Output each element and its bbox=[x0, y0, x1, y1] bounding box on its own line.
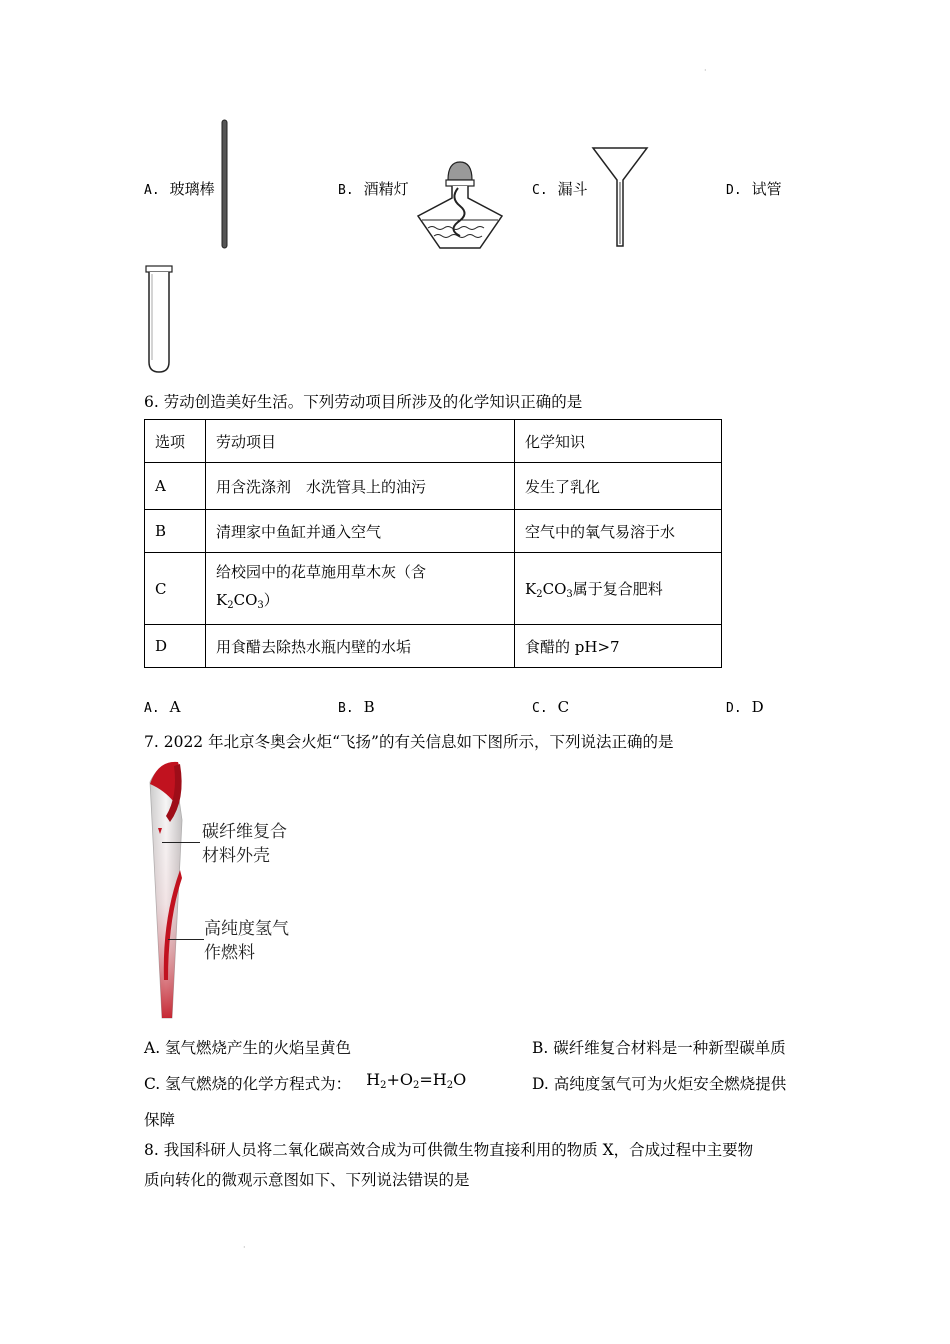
header-labor-item: 劳动项目 bbox=[206, 420, 515, 463]
q6-option-a[interactable]: A. A bbox=[144, 698, 181, 716]
q5-option-d[interactable]: D. 试管 bbox=[726, 180, 782, 198]
q7-option-d[interactable]: D. 高纯度氢气可为火炬安全燃烧提供 bbox=[532, 1075, 787, 1093]
glass-rod-icon bbox=[219, 118, 231, 250]
test-tube-icon bbox=[144, 264, 174, 376]
hydrogen-combustion-equation: $H_2+O_2=H_2O$ bbox=[366, 1070, 467, 1091]
table-row: A 用含洗涤剂 水洗管具上的油污 发生了乳化 bbox=[145, 463, 722, 510]
question-7-stem: 7. 2022 年北京冬奥会火炬“飞扬”的有关信息如下图所示，下列说法正确的是 bbox=[144, 733, 674, 751]
q6-option-d[interactable]: D. D bbox=[726, 698, 764, 716]
header-chem-knowledge: 化学知识 bbox=[515, 420, 722, 463]
question-8-stem-line2: 质向转化的微观示意图如下、下列说法错误的是 bbox=[144, 1171, 470, 1189]
funnel-icon bbox=[590, 144, 650, 250]
header-option: 选项 bbox=[145, 420, 206, 463]
question-6-stem: 6. 劳动创造美好生活。下列劳动项目所涉及的化学知识正确的是 bbox=[144, 393, 583, 411]
stray-dot: · bbox=[243, 1243, 246, 1252]
torch-image bbox=[140, 760, 200, 1022]
q7-option-a[interactable]: A. 氢气燃烧产生的火焰呈黄色 bbox=[144, 1039, 352, 1057]
q6-option-b[interactable]: B. B bbox=[338, 698, 375, 716]
torch-label-shell: 碳纤维复合 材料外壳 bbox=[202, 822, 287, 865]
q7-option-d-continued: 保障 bbox=[144, 1111, 176, 1129]
table-row: B 清理家中鱼缸并通入空气 空气中的氧气易溶于水 bbox=[145, 510, 722, 553]
torch-pointer-line bbox=[168, 939, 204, 940]
question-8-stem-line1: 8. 我国科研人员将二氧化碳高效合成为可供微生物直接利用的物质 X，合成过程中主要物 bbox=[144, 1141, 754, 1159]
table-row: D 用食醋去除热水瓶内壁的水垢 食醋的 pH>7 bbox=[145, 625, 722, 668]
table-header-row bbox=[145, 420, 722, 463]
q6-option-c[interactable]: C. C bbox=[532, 698, 570, 716]
stray-dot: · bbox=[704, 66, 707, 75]
torch-pointer-line bbox=[162, 842, 200, 843]
table-row: C 给校园中的花草施用草木灰（含 $K_2CO_3$） $K_2CO_3$属于复合肥料 bbox=[145, 553, 722, 625]
q5-option-c[interactable]: C. 漏斗 bbox=[532, 180, 588, 198]
question-6-table bbox=[144, 419, 722, 668]
torch-label-fuel: 高纯度氢气 作燃料 bbox=[204, 919, 289, 962]
q7-option-b[interactable]: B. 碳纤维复合材料是一种新型碳单质 bbox=[532, 1039, 786, 1057]
q5-option-b[interactable]: B. 酒精灯 bbox=[338, 180, 409, 198]
alcohol-lamp-icon bbox=[414, 158, 506, 252]
q5-option-a[interactable]: A. 玻璃棒 bbox=[144, 180, 215, 198]
q7-option-c[interactable]: C. 氢气燃烧的化学方程式为： $H_2+O_2=H_2O$ bbox=[144, 1070, 467, 1093]
